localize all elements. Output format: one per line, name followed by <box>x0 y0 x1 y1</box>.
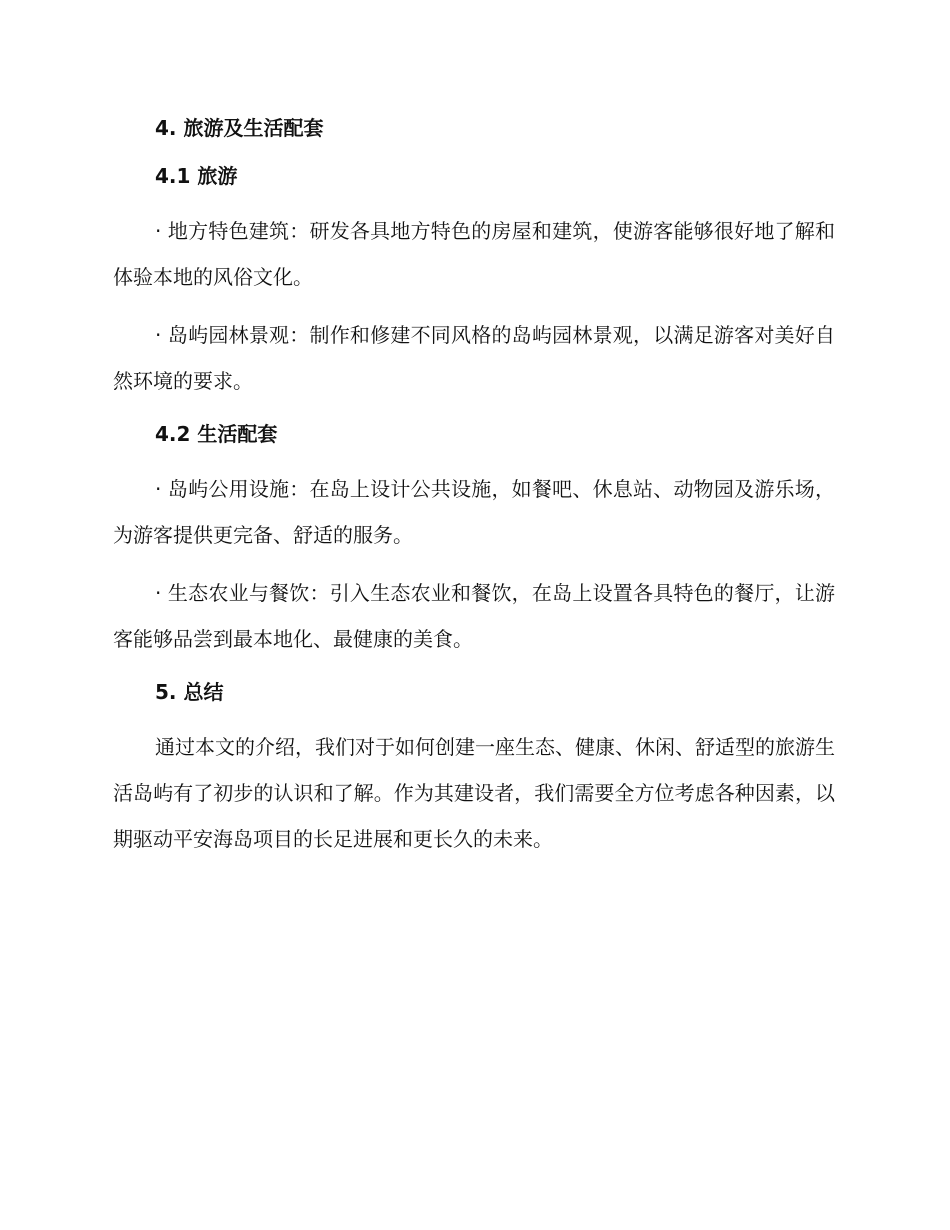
section-5-heading: 5. 总结 <box>155 680 224 704</box>
subsection-4-2-heading: 4.2 生活配套 <box>155 422 278 446</box>
bullet-eco-agriculture: · 生态农业与餐饮：引入生态农业和餐饮，在岛上设置各具特色的餐厅，让游客能够品尝到最本地化、最健康的美食。 <box>113 581 835 651</box>
bullet-local-architecture: · 地方特色建筑：研发各具地方特色的房屋和建筑，使游客能够很好地了解和体验本地的风俗文化。 <box>113 219 835 289</box>
bullet-island-garden: · 岛屿园林景观：制作和修建不同风格的岛屿园林景观，以满足游客对美好自然环境的要求。 <box>113 323 835 393</box>
section-4-heading: 4. 旅游及生活配套 <box>155 116 324 140</box>
summary-paragraph: 通过本文的介绍，我们对于如何创建一座生态、健康、休闲、舒适型的旅游生活岛屿有了初步的认识和了解。作为其建设者，我们需要全方位考虑各种因素，以期驱动平安海岛项目的长足进展和更长久的未来。 <box>113 735 835 851</box>
subsection-4-1-heading: 4.1 旅游 <box>155 164 238 188</box>
document-body <box>113 112 835 862</box>
bullet-public-facilities: · 岛屿公用设施：在岛上设计公共设施，如餐吧、休息站、动物园及游乐场，为游客提供更完备、舒适的服务。 <box>113 477 835 547</box>
